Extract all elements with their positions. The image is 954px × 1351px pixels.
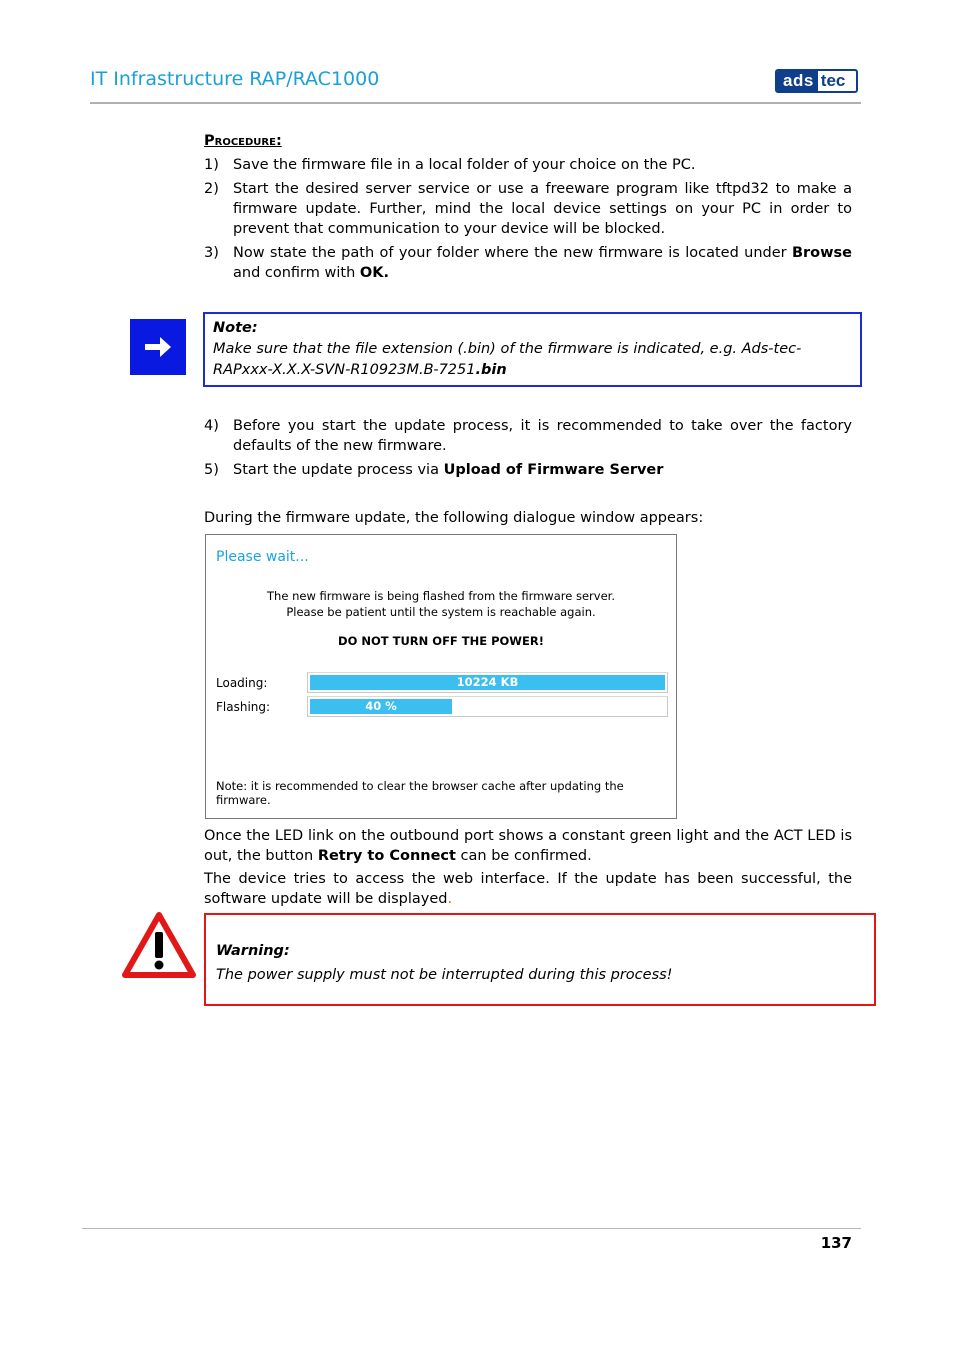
dialog-footer-note: Note: it is recommended to clear the browser cache after updating the firmware. xyxy=(216,779,624,807)
dialog-message-line: The new firmware is being flashed from the firmware server. xyxy=(267,589,615,603)
paragraph-trail: . xyxy=(447,891,453,907)
retry-to-connect-term: Retry to Connect xyxy=(317,848,456,864)
step-number: 5) xyxy=(204,462,219,478)
list-item xyxy=(204,155,852,175)
step-text: Save the firmware file in a local folder of your choice on the PC. xyxy=(233,157,696,173)
warning-triangle-icon xyxy=(122,912,196,978)
step-text xyxy=(233,460,852,480)
loading-label: Loading: xyxy=(216,676,268,690)
arrow-right-icon xyxy=(143,334,173,360)
paragraph-text-part: The device tries to access the web interface. If the update has been successful, the software update will be displayed xyxy=(204,871,852,907)
procedure-steps-list-a xyxy=(204,155,852,287)
step-text: Start the desired server service or use a freeware program like tftpd32 to make a firmware update. Further, mind the local device settings on your PC in order to prevent that communication to your device will be blocked. xyxy=(233,181,852,237)
loading-progress-bar xyxy=(307,672,668,693)
list-item xyxy=(204,416,852,456)
step-text-part: Now state the path of your folder where the new firmware is located under xyxy=(233,245,792,261)
loading-progress-fill: 10224 KB xyxy=(310,675,665,690)
flashing-label: Flashing: xyxy=(216,700,271,714)
step-text-part: and confirm with xyxy=(233,265,360,281)
note-arrow-icon xyxy=(130,319,186,375)
flashing-progress-bar xyxy=(307,696,668,717)
firmware-update-dialog xyxy=(205,534,677,819)
page-number: 137 xyxy=(820,1234,852,1252)
step-text-part: Start the update process via xyxy=(233,462,444,478)
document-title: IT Infrastructure RAP/RAC1000 xyxy=(90,68,380,90)
dialog-intro-text: During the firmware update, the following dialogue window appears: xyxy=(204,510,704,526)
after-update-paragraph xyxy=(204,826,852,866)
list-item xyxy=(204,243,852,283)
step-text xyxy=(233,243,852,283)
web-interface-paragraph xyxy=(204,869,852,909)
list-item xyxy=(204,179,852,239)
list-item xyxy=(204,460,852,480)
note-label: Note: xyxy=(213,320,258,336)
dialog-message xyxy=(206,588,676,620)
warning-box xyxy=(204,913,876,1006)
footer-divider xyxy=(82,1228,861,1229)
flashing-progress-fill: 40 % xyxy=(310,699,452,714)
logo-left-text: ads xyxy=(777,71,818,91)
note-bin-extension: .bin xyxy=(475,362,507,378)
note-text-part: Make sure that the file extension (.bin) of the firmware is indicated, e.g. Ads-tec-RAPxxx-X.X.X-SVN-R10923M.B-7251 xyxy=(213,341,802,378)
step-number: 1) xyxy=(204,157,219,173)
procedure-heading: Procedure: xyxy=(204,133,282,149)
step-text: Before you start the update process, it is recommended to take over the factory defaults of the new firmware. xyxy=(233,418,852,454)
step-number: 2) xyxy=(204,181,219,197)
ads-tec-logo xyxy=(775,69,858,93)
procedure-steps-list-b xyxy=(204,416,852,484)
paragraph-text-part: can be confirmed. xyxy=(455,848,592,864)
step-number: 3) xyxy=(204,245,219,261)
header-divider xyxy=(90,102,861,104)
step-number: 4) xyxy=(204,418,219,434)
note-box xyxy=(203,312,862,387)
power-warning-text: DO NOT TURN OFF THE POWER! xyxy=(338,634,544,648)
warning-label: Warning: xyxy=(216,943,290,959)
logo-right-text: tec xyxy=(818,71,849,91)
note-text xyxy=(213,339,852,381)
paragraph-text-part: Once the LED link on the outbound port shows a constant green light and the ACT LED is out, the button xyxy=(204,828,852,864)
warning-text: The power supply must not be interrupted during this process! xyxy=(216,967,673,983)
dialog-message-line: Please be patient until the system is reachable again. xyxy=(286,605,596,619)
dialog-title: Please wait... xyxy=(216,549,309,565)
ok-term: OK. xyxy=(359,265,389,281)
browse-term: Browse xyxy=(791,245,852,261)
upload-firmware-server-term: Upload of Firmware Server xyxy=(443,462,664,478)
